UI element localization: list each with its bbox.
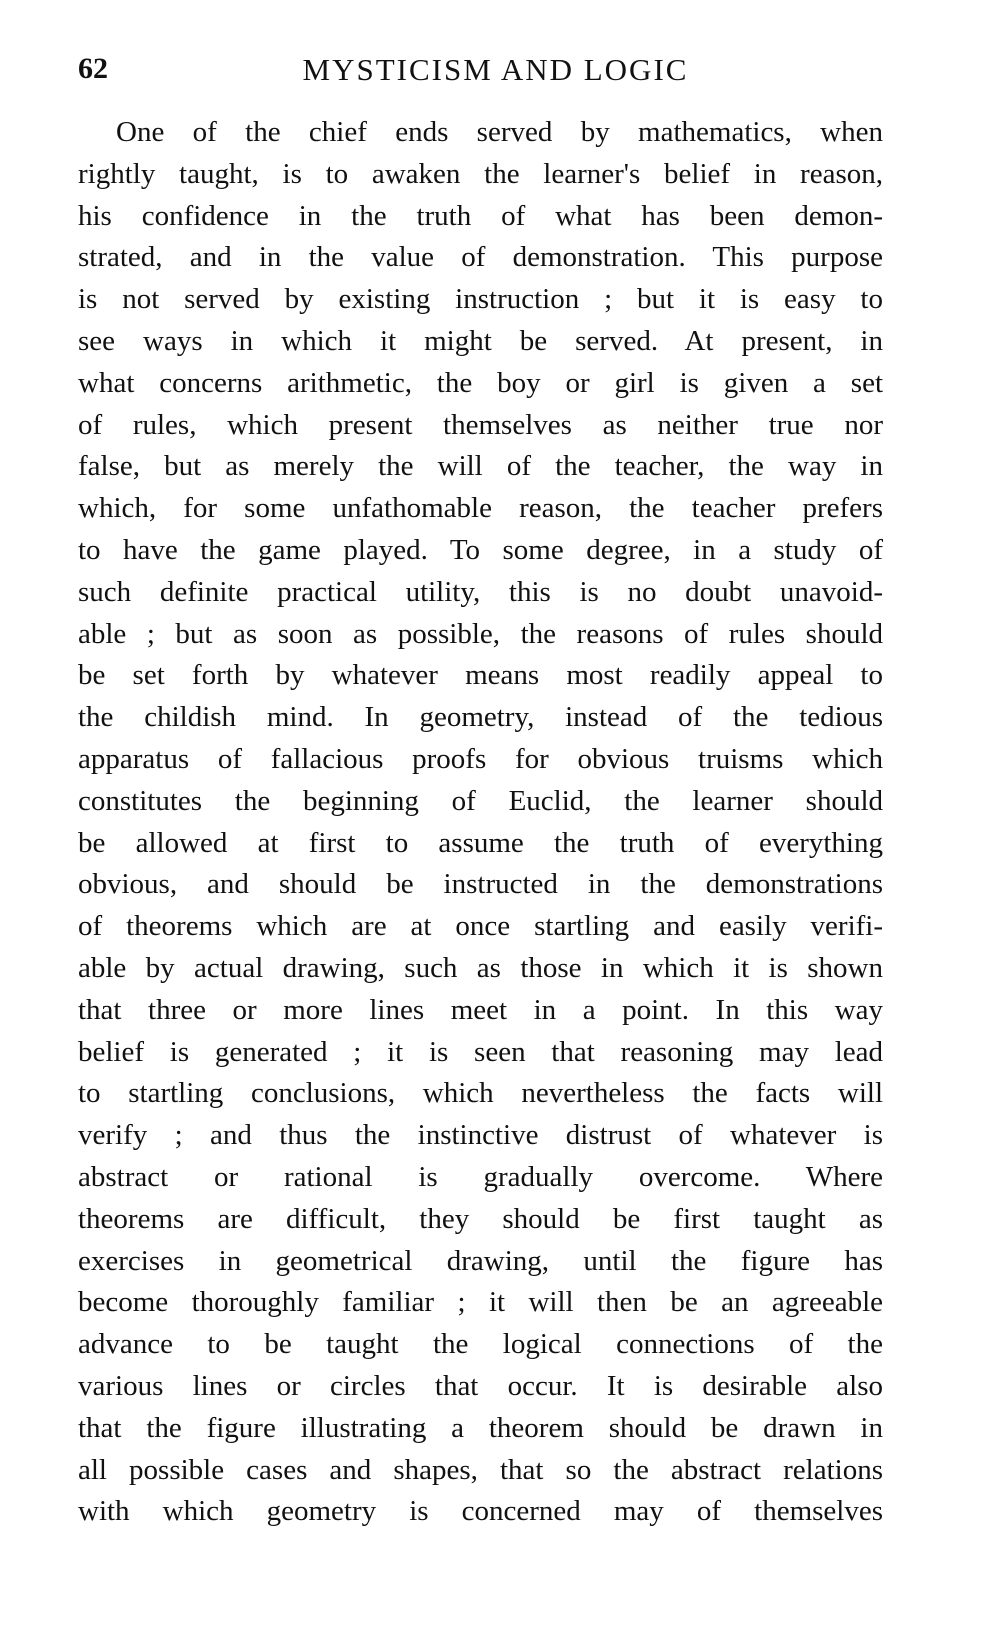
text-line: constitutes the beginning of Euclid, the learner should	[78, 784, 883, 817]
text-line: such definite practical utility, this is no doubt unavoid-	[78, 575, 883, 608]
text-line: that three or more lines meet in a point. In this way	[78, 993, 883, 1026]
page-header	[78, 52, 883, 96]
text-line: abstract or rational is gradually overcome. Where	[78, 1160, 883, 1193]
text-line: with which geometry is concerned may of themselves	[78, 1495, 883, 1528]
text-line: verify ; and thus the instinctive distrust of whatever is	[78, 1119, 883, 1152]
text-line: be set forth by whatever means most readily appeal to	[78, 659, 883, 692]
page-number: 62	[78, 52, 108, 85]
body-paragraph	[78, 112, 883, 1533]
text-line: of theorems which are at once startling and easily verifi-	[78, 910, 883, 943]
text-line: what concerns arithmetic, the boy or girl is given a set	[78, 366, 883, 399]
text-line: is not served by existing instruction ; but it is easy to	[78, 283, 883, 316]
text-line: all possible cases and shapes, that so the abstract relations	[78, 1453, 883, 1486]
text-line: obvious, and should be instructed in the demonstrations	[78, 868, 883, 901]
text-line: rightly taught, is to awaken the learner's belief in reason,	[78, 157, 883, 190]
text-line: exercises in geometrical drawing, until the figure has	[78, 1244, 883, 1277]
text-line: false, but as merely the will of the teacher, the way in	[78, 450, 883, 483]
text-line: become thoroughly familiar ; it will then be an agreeable	[78, 1286, 883, 1319]
running-head: MYSTICISM AND LOGIC	[302, 52, 689, 87]
text-line: One of the chief ends served by mathematics, when	[116, 116, 883, 148]
text-line: to startling conclusions, which nevertheless the facts will	[78, 1077, 883, 1110]
text-line: his confidence in the truth of what has been demon-	[78, 199, 883, 232]
text-line: of rules, which present themselves as neither true nor	[78, 408, 883, 441]
text-line: which, for some unfathomable reason, the teacher prefers	[78, 492, 883, 525]
text-line: strated, and in the value of demonstration. This purpose	[78, 241, 883, 274]
text-line: apparatus of fallacious proofs for obvious truisms which	[78, 742, 883, 775]
text-line: able by actual drawing, such as those in which it is shown	[78, 951, 883, 984]
text-line: be allowed at first to assume the truth of everything	[78, 826, 883, 859]
text-line: various lines or circles that occur. It is desirable also	[78, 1369, 883, 1402]
text-line: that the figure illustrating a theorem should be drawn in	[78, 1411, 883, 1444]
text-line: able ; but as soon as possible, the reasons of rules should	[78, 617, 883, 650]
text-line: advance to be taught the logical connections of the	[78, 1328, 883, 1361]
text-line: to have the game played. To some degree, in a study of	[78, 533, 883, 566]
text-line: the childish mind. In geometry, instead of the tedious	[78, 701, 883, 734]
text-line: belief is generated ; it is seen that reasoning may lead	[78, 1035, 883, 1068]
text-line: theorems are difficult, they should be first taught as	[78, 1202, 883, 1235]
text-line: see ways in which it might be served. At present, in	[78, 324, 883, 357]
